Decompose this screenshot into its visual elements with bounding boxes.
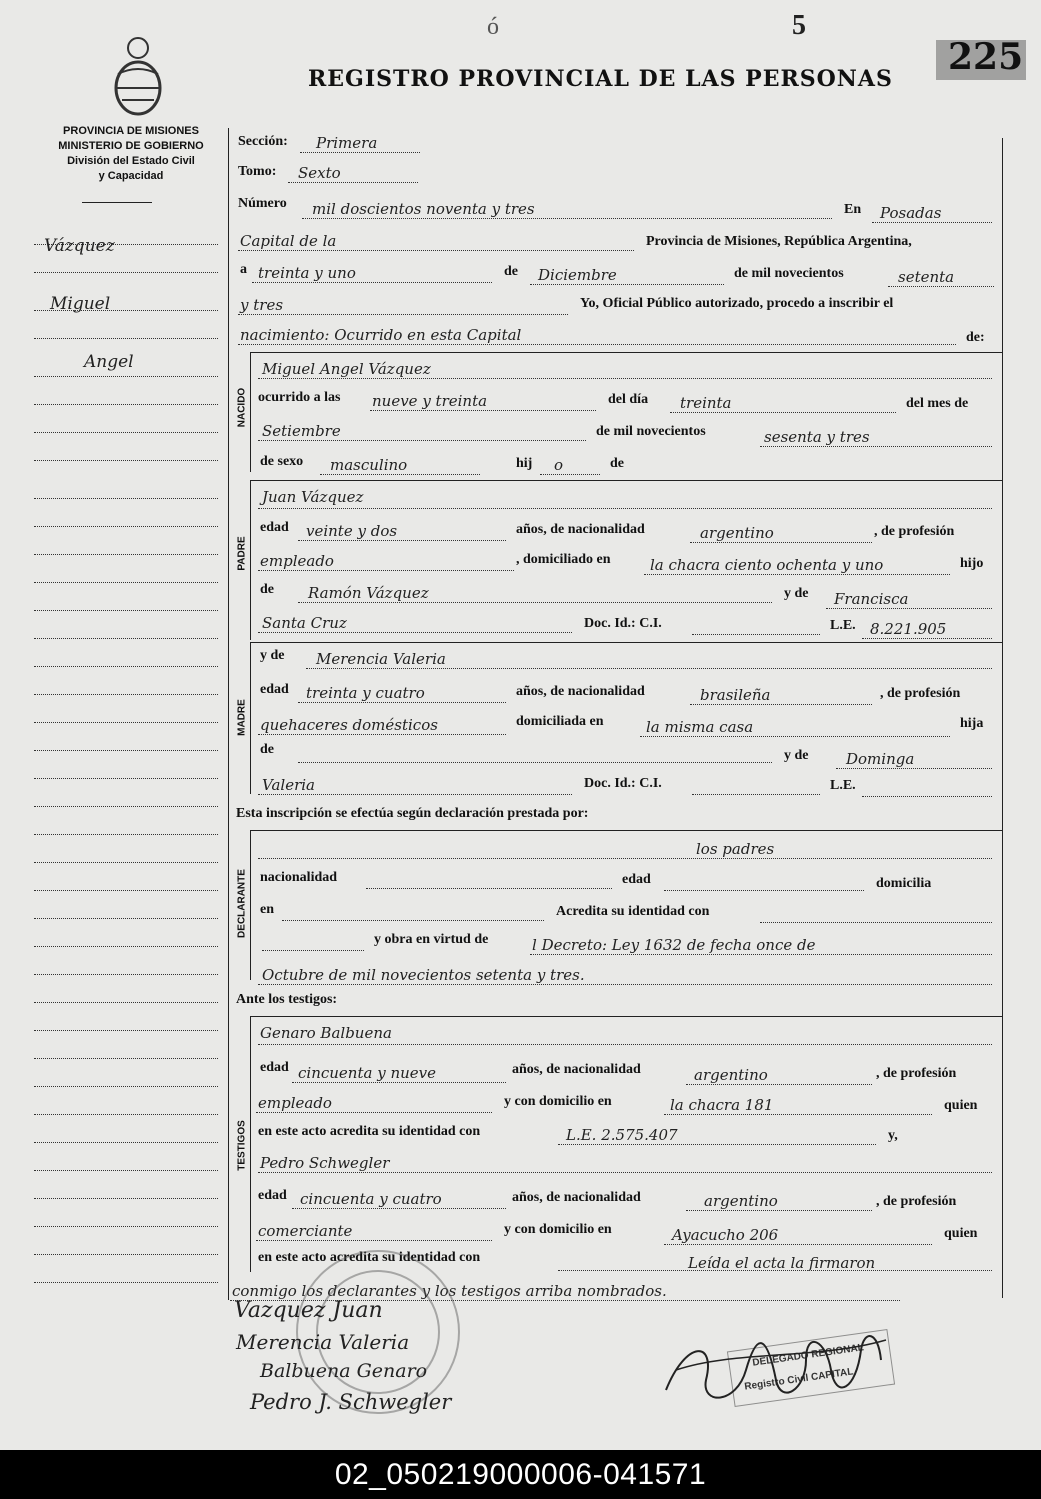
signature-madre: Merencia Valeria	[236, 1330, 410, 1354]
field-line	[664, 1244, 932, 1245]
seccion-value: Primera	[316, 134, 378, 152]
field-line	[258, 984, 992, 985]
field-line	[558, 1144, 876, 1145]
testigo2-edad-label: edad	[258, 1188, 287, 1203]
testigo1-nacionalidad: argentino	[694, 1066, 768, 1084]
seccion-label: Sección:	[238, 134, 288, 149]
testigo-y-label: y,	[888, 1128, 898, 1143]
declarante-dom-label: domicilia	[876, 876, 932, 891]
field-line	[888, 286, 994, 287]
signature-testigo1: Balbuena Genaro	[260, 1360, 428, 1382]
divider	[82, 202, 152, 203]
madre-domicilio: la misma casa	[646, 718, 754, 736]
padre-nacionalidad: argentino	[700, 524, 774, 542]
field-line	[258, 794, 572, 795]
tomo-label: Tomo:	[238, 164, 277, 179]
testigo1-edad-label: edad	[260, 1060, 289, 1075]
declarante-en-label: en	[260, 902, 274, 917]
de-label: de	[504, 264, 518, 279]
field-line	[262, 950, 364, 951]
leida-text: Leída el acta la firmaron	[688, 1254, 876, 1272]
anio-label: de mil novecientos	[734, 266, 844, 281]
testigo1-edad: cincuenta y nueve	[298, 1064, 436, 1082]
padre-dom-label: , domiciliado en	[516, 552, 611, 567]
padre-side-label: PADRE	[236, 536, 248, 571]
field-line	[292, 1208, 506, 1209]
testigos-side-label: TESTIGOS	[236, 1120, 248, 1171]
field-line	[238, 314, 568, 315]
madre-profesion: quehaceres domésticos	[260, 716, 438, 734]
section-border	[250, 1016, 251, 1272]
field-line	[258, 632, 572, 633]
madre-nombre: Merencia Valeria	[316, 650, 446, 668]
signature-testigo2: Pedro J. Schwegler	[250, 1390, 452, 1414]
field-line	[298, 602, 772, 603]
declarante-acredita-label: Acredita su identidad con	[556, 904, 710, 919]
margin-surname: Vázquez	[44, 236, 115, 256]
anio-nacido-label: de mil novecientos	[596, 424, 706, 439]
field-line	[238, 250, 634, 251]
padre-yde-label: y de	[784, 586, 809, 601]
tomo-value: Sexto	[298, 164, 341, 182]
mes-label: del mes de	[906, 396, 969, 411]
testigo1-profesion: empleado	[258, 1094, 332, 1112]
del-dia-label: del día	[608, 392, 649, 407]
padre-edad: veinte y dos	[306, 522, 398, 540]
field-line	[258, 440, 586, 441]
hij-label: hij	[516, 456, 533, 471]
declarante-edad-label: edad	[622, 872, 651, 887]
field-line	[872, 222, 992, 223]
numero-value: mil doscientos noventa y tres	[312, 200, 535, 218]
cierre-text: conmigo los declarantes y los testigos arriba nombrados.	[232, 1282, 667, 1300]
ciudad-value: Posadas	[880, 204, 942, 222]
margin-name1: Miguel	[50, 294, 111, 314]
field-line	[258, 858, 992, 859]
field-line	[288, 182, 418, 183]
field-line	[836, 768, 992, 769]
declarante-nombre: los padres	[696, 840, 775, 858]
madre-prof-label: , de profesión	[880, 686, 961, 701]
field-line	[298, 540, 506, 541]
provincia-label: Provincia de Misiones, República Argentina,	[646, 234, 912, 249]
declarante-obra2: Octubre de mil novecientos setenta y tres.	[262, 966, 585, 984]
testigo1-dom-label: y con domicilio en	[504, 1094, 612, 1109]
madre-side-label: MADRE	[236, 699, 248, 736]
field-line	[760, 446, 992, 447]
nacido-nombre: Miguel Angel Vázquez	[262, 360, 431, 378]
madre-madre: Dominga	[846, 750, 915, 768]
testigo2-domicilio: Ayacucho 206	[672, 1226, 779, 1244]
hij-de-label: de	[610, 456, 624, 471]
folio-number: 225	[948, 36, 1024, 78]
page-title: REGISTRO PROVINCIAL DE LAS PERSONAS	[308, 66, 893, 92]
field-line	[540, 474, 600, 475]
madre-yde2-label: y de	[784, 748, 809, 763]
section-border	[250, 352, 251, 472]
field-line	[252, 282, 492, 283]
field-line	[692, 794, 820, 795]
testigo2-edad: cincuenta y cuatro	[300, 1190, 442, 1208]
testigo2-quien-label: quien	[944, 1226, 978, 1241]
declarante-side-label: DECLARANTE	[236, 869, 248, 938]
declarante-nac-label: nacionalidad	[260, 870, 338, 885]
field-line	[320, 474, 480, 475]
field-line	[292, 1082, 506, 1083]
madre-dom-label: domiciliada en	[516, 714, 604, 729]
madre-le-label: L.E.	[830, 778, 856, 793]
section-border	[250, 480, 251, 640]
page-number: 5	[792, 10, 806, 41]
main-left-border	[228, 128, 229, 1300]
org-province: PROVINCIA DE MISIONES	[63, 125, 199, 137]
field-line	[640, 736, 950, 737]
section-rule	[250, 480, 1002, 481]
padre-le-label: L.E.	[830, 618, 856, 633]
testigo1-nombre: Genaro Balbuena	[260, 1024, 392, 1042]
testigo2-nac-label: años, de nacionalidad	[512, 1190, 641, 1205]
field-line	[258, 570, 514, 571]
padre-nac-label: años, de nacionalidad	[516, 522, 645, 537]
coat-of-arms-icon	[108, 34, 168, 118]
sello-line2: Registro Civil CAPITAL	[743, 1366, 855, 1393]
section-rule	[250, 352, 1002, 353]
anio-value: setenta	[898, 268, 955, 286]
testigo1-prof-label: , de profesión	[876, 1066, 957, 1081]
tipo-value: nacimiento: Ocurrido en esta Capital	[240, 326, 522, 344]
org-division: División del Estado Civil	[67, 155, 195, 167]
field-line	[558, 1270, 992, 1271]
testigo1-nac-label: años, de nacionalidad	[512, 1062, 641, 1077]
sexo-value: masculino	[330, 456, 408, 474]
hora-value: nueve y treinta	[372, 392, 488, 410]
testigo1-acto-label: en este acto acredita su identidad con	[258, 1124, 481, 1139]
anio-nacido-value: sesenta y tres	[764, 428, 870, 446]
field-line	[686, 1084, 872, 1085]
field-line	[690, 542, 872, 543]
declarante-intro: Esta inscripción se efectúa según declaración prestada por:	[236, 806, 589, 821]
field-line	[258, 1044, 992, 1045]
field-line	[370, 410, 596, 411]
anio2-value: y tres	[240, 296, 284, 314]
testigos-intro: Ante los testigos:	[236, 992, 338, 1007]
field-line	[862, 638, 992, 639]
field-line	[760, 922, 992, 923]
testigo2-dom-label: y con domicilio en	[504, 1222, 612, 1237]
section-border	[250, 830, 251, 980]
declarante-obra: l Decreto: Ley 1632 de fecha once de	[532, 936, 816, 954]
padre-profesion: empleado	[260, 552, 334, 570]
org-ministry: MINISTERIO DE GOBIERNO	[58, 140, 204, 152]
padre-de-label: de	[260, 582, 274, 597]
testigo2-prof-label: , de profesión	[876, 1194, 957, 1209]
dia-value: treinta y uno	[258, 264, 356, 282]
numero-label: Número	[238, 196, 287, 211]
field-line	[690, 704, 872, 705]
nacido-side-label: NACIDO	[236, 387, 248, 428]
padre-le: 8.221.905	[870, 620, 947, 638]
margin-name2: Angel	[84, 352, 134, 372]
field-line	[366, 888, 612, 889]
madre-madre2: Valeria	[262, 776, 315, 794]
signature-padre: Vazquez Juan	[234, 1298, 383, 1323]
madre-hija-label: hija	[960, 716, 984, 731]
field-line	[530, 284, 724, 285]
field-line	[862, 796, 992, 797]
field-line	[256, 1112, 492, 1113]
field-line	[664, 1114, 932, 1115]
field-line	[670, 412, 896, 413]
field-line	[692, 634, 820, 635]
a-label: a	[240, 262, 247, 277]
section-rule	[250, 830, 1002, 831]
padre-domicilio: la chacra ciento ochenta y uno	[650, 556, 884, 574]
field-line	[238, 344, 956, 345]
testigo2-profesion: comerciante	[258, 1222, 353, 1240]
field-line	[258, 1172, 992, 1173]
testigo1-doc: L.E. 2.575.407	[566, 1126, 678, 1144]
oficial-label: Yo, Oficial Público autorizado, procedo a inscribir el	[580, 296, 894, 311]
sexo-label: de sexo	[260, 454, 304, 469]
field-line	[258, 734, 506, 735]
padre-prof-label: , de profesión	[874, 524, 955, 539]
field-line	[664, 890, 864, 891]
testigo2-acto-label: en este acto acredita su identidad con	[258, 1250, 481, 1265]
ocurrido-label: ocurrido a las	[258, 390, 341, 405]
field-line	[300, 152, 420, 153]
testigo2-nacionalidad: argentino	[704, 1192, 778, 1210]
padre-nombre: Juan Vázquez	[262, 488, 364, 506]
madre-de-label: de	[260, 742, 274, 757]
capital-value: Capital de la	[240, 232, 337, 250]
page-mark: ó	[487, 14, 499, 40]
main-right-border	[1002, 138, 1003, 1298]
madre-edad: treinta y cuatro	[306, 684, 425, 702]
padre-madre: Francisca	[834, 590, 909, 608]
section-border	[250, 642, 251, 794]
madre-edad-label: edad	[260, 682, 289, 697]
sello-line1: DELEGADO REGIONAL	[751, 1342, 865, 1369]
org-capacity: y Capacidad	[98, 170, 164, 182]
archive-code-footer: 02_050219000006-041571	[0, 1450, 1041, 1499]
madre-yde-label: y de	[260, 648, 285, 663]
field-line	[826, 608, 992, 609]
de-end-label: de:	[966, 330, 985, 345]
madre-nacionalidad: brasileña	[700, 686, 771, 704]
hij-suffix: o	[554, 456, 564, 474]
official-signature-scribble	[656, 1310, 896, 1420]
field-line	[282, 920, 544, 921]
padre-padre: Ramón Vázquez	[308, 584, 429, 602]
declarante-obra-label: y obra en virtud de	[374, 932, 489, 947]
section-rule	[250, 1016, 1002, 1017]
dia-nacido-value: treinta	[680, 394, 732, 412]
padre-hijo-label: hijo	[960, 556, 984, 571]
mes-value: Diciembre	[538, 266, 617, 284]
field-line	[298, 702, 506, 703]
testigo1-domicilio: la chacra 181	[670, 1096, 774, 1114]
en-label: En	[844, 202, 862, 217]
section-rule	[250, 642, 1002, 643]
field-line	[644, 574, 950, 575]
field-line	[298, 762, 772, 763]
field-line	[530, 954, 992, 955]
padre-madre2: Santa Cruz	[262, 614, 347, 632]
field-line	[302, 218, 832, 219]
padre-edad-label: edad	[260, 520, 289, 535]
field-line	[256, 1240, 492, 1241]
org-header	[36, 124, 226, 184]
field-line	[306, 668, 992, 669]
testigo2-nombre: Pedro Schwegler	[260, 1154, 390, 1172]
field-line	[258, 508, 992, 509]
madre-nac-label: años, de nacionalidad	[516, 684, 645, 699]
testigo1-quien-label: quien	[944, 1098, 978, 1113]
madre-doc-label: Doc. Id.: C.I.	[584, 776, 662, 791]
mes-nacido-value: Setiembre	[262, 422, 341, 440]
padre-doc-label: Doc. Id.: C.I.	[584, 616, 662, 631]
field-line	[258, 378, 992, 379]
field-line	[686, 1210, 872, 1211]
